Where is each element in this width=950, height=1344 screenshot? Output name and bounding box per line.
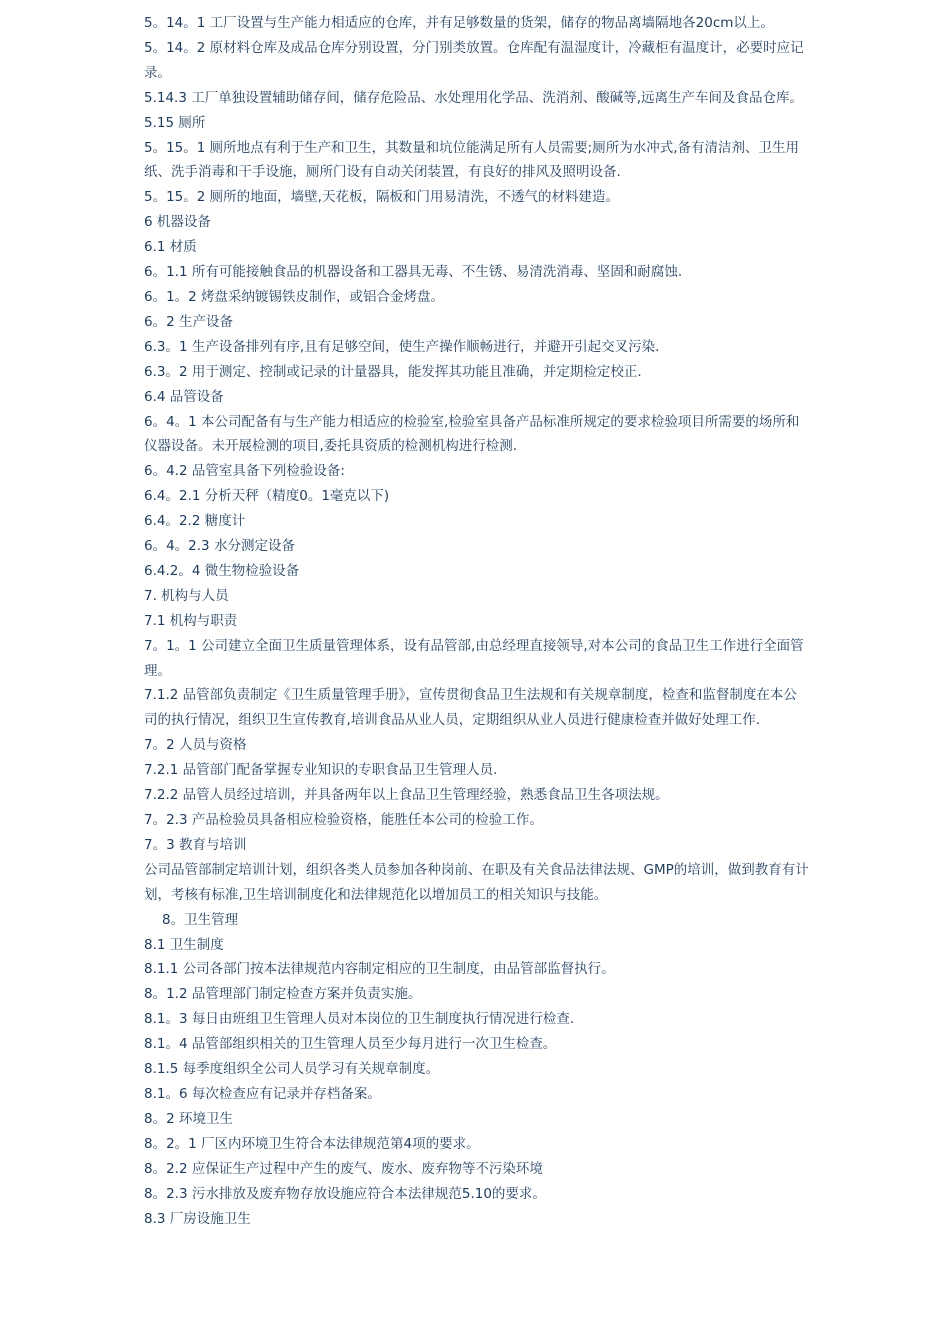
clause-5-14-1: 5。14。1 工厂设置与生产能力相适应的仓库，并有足够数量的货架，储存的物品离墙隔地各20cm以上。 — [144, 15, 774, 31]
clause-8-1-2: 8。1.2 品管理部门制定检查方案并负责实施。 — [144, 986, 422, 1003]
clause-6-4-2-3: 6。4。2.3 水分测定设备 — [144, 538, 295, 555]
clause-6-4-2-1: 6.4。2.1 分析天秤（精度0。1毫克以下) — [144, 488, 390, 505]
clause-5-14-3: 5.14.3 工厂单独设置辅助储存间，储存危险品、水处理用化学品、洗消剂、酸碱等,远离生产车间及食品仓库。 — [144, 89, 804, 106]
heading-5-15: 5.15 厕所 — [144, 114, 206, 131]
heading-7-1: 7.1 机构与职责 — [144, 612, 238, 629]
clause-7-1-1: 7。1。1 公司建立全面卫生质量管理体系，设有品管部,由总经理直接领导,对本公司的食品卫生工作进行全面管理。 — [144, 637, 804, 679]
heading-8: 8。卫生管理 — [162, 911, 239, 928]
heading-8-3: 8.3 厂房设施卫生 — [144, 1210, 251, 1227]
clause-8-1-6: 8.1。6 每次检查应有记录并存档备案。 — [144, 1085, 381, 1102]
clause-6-1-1: 6。1.1 所有可能接触食品的机器设备和工器具无毒、不生锈、易清洗消毒、坚固和耐腐蚀. — [144, 264, 683, 281]
clause-6-4-2: 6。4.2 品管室具备下列检验设备: — [144, 463, 345, 480]
clause-7-2-3: 7。2.3 产品检验员具备相应检验资格，能胜任本公司的检验工作。 — [144, 812, 543, 828]
clause-8-1-3: 8.1。3 每日由班组卫生管理人员对本岗位的卫生制度执行情况进行检查. — [144, 1011, 575, 1028]
clause-6-1-2: 6。1。2 烤盘采纳镀锡铁皮制作，或铝合金烤盘。 — [144, 288, 445, 305]
clause-7-1-2: 7.1.2 品管部负责制定《卫生质量管理手册》，宣传贯彻食品卫生法规和有关规章制度，检查和监督制度在本公司的执行情况，组织卫生宣传教育,培训食品从业人员，定期组织从业人员进行健康检查并做好处理工作. — [144, 687, 797, 729]
document-body — [144, 11, 810, 1231]
clause-6-3-1: 6.3。1 生产设备排列有序,且有足够空间，使生产操作顺畅进行，并避开引起交叉污染. — [144, 338, 660, 355]
clause-5-14-2: 5。14。2 原材料仓库及成品仓库分别设置，分门别类放置。仓库配有温湿度计，冷藏柜有温度计，必要时应记录。 — [144, 39, 804, 81]
heading-7: 7. 机构与人员 — [144, 587, 229, 604]
heading-7-2: 7。2 人员与资格 — [144, 737, 247, 754]
clause-8-2-1: 8。2。1 厂区内环境卫生符合本法律规范第4项的要求。 — [144, 1135, 480, 1152]
clause-6-4-2-4: 6.4.2。4 微生物检验设备 — [144, 562, 300, 579]
heading-6-1: 6.1 材质 — [144, 239, 197, 256]
heading-6-4: 6.4 品管设备 — [144, 388, 224, 405]
clause-7-2-2: 7.2.2 品管人员经过培训，并具备两年以上食品卫生管理经验，熟悉食品卫生各项法规。 — [144, 787, 669, 804]
heading-8-1: 8.1 卫生制度 — [144, 936, 224, 953]
clause-5-15-1: 5。15。1 厕所地点有利于生产和卫生，其数量和坑位能满足所有人员需要;厕所为水冲式,备有清洁剂、卫生用纸、洗手消毒和干手设施，厕所门设有自动关闭装置，有良好的排风及照明设备. — [144, 139, 799, 181]
clause-8-2-3: 8。2.3 污水排放及废弃物存放设施应符合本法律规范5.10的要求。 — [144, 1185, 546, 1202]
heading-7-3: 7。3 教育与培训 — [144, 836, 247, 853]
heading-6: 6 机器设备 — [144, 214, 211, 231]
clause-7-2-1: 7.2.1 品管部门配备掌握专业知识的专职食品卫生管理人员. — [144, 762, 498, 779]
clause-6-4-2-2: 6.4。2.2 糖度计 — [144, 513, 246, 530]
heading-6-2: 6。2 生产设备 — [144, 313, 233, 330]
clause-8-1-1: 8.1.1 公司各部门按本法律规范内容制定相应的卫生制度，由品管部监督执行。 — [144, 961, 615, 978]
heading-8-2: 8。2 环境卫生 — [144, 1110, 233, 1127]
clause-8-1-4: 8.1。4 品管部组织相关的卫生管理人员至少每月进行一次卫生检查。 — [144, 1036, 557, 1053]
paragraph-training: 公司品管部制定培训计划，组织各类人员参加各种岗前、在职及有关食品法律法规、GMP的培训，做到教育有计划，考核有标准,卫生培训制度化和法律规范化以增加员工的相关知识与技能。 — [144, 861, 809, 903]
clause-8-1-5: 8.1.5 每季度组织全公司人员学习有关规章制度。 — [144, 1061, 440, 1078]
clause-6-3-2: 6.3。2 用于测定、控制或记录的计量器具，能发挥其功能且准确，并定期检定校正. — [144, 363, 642, 380]
clause-5-15-2: 5。15。2 厕所的地面，墙壁,天花板，隔板和门用易清洗，不透气的材料建造。 — [144, 189, 619, 206]
clause-8-2-2: 8。2.2 应保证生产过程中产生的废气、废水、废弃物等不污染环境 — [144, 1160, 543, 1177]
clause-6-4-1: 6。4。1 本公司配备有与生产能力相适应的检验室,检验室具备产品标准所规定的要求检验项目所需要的场所和仪器设备。未开展检测的项目,委托具资质的检测机构进行检测. — [144, 413, 800, 455]
